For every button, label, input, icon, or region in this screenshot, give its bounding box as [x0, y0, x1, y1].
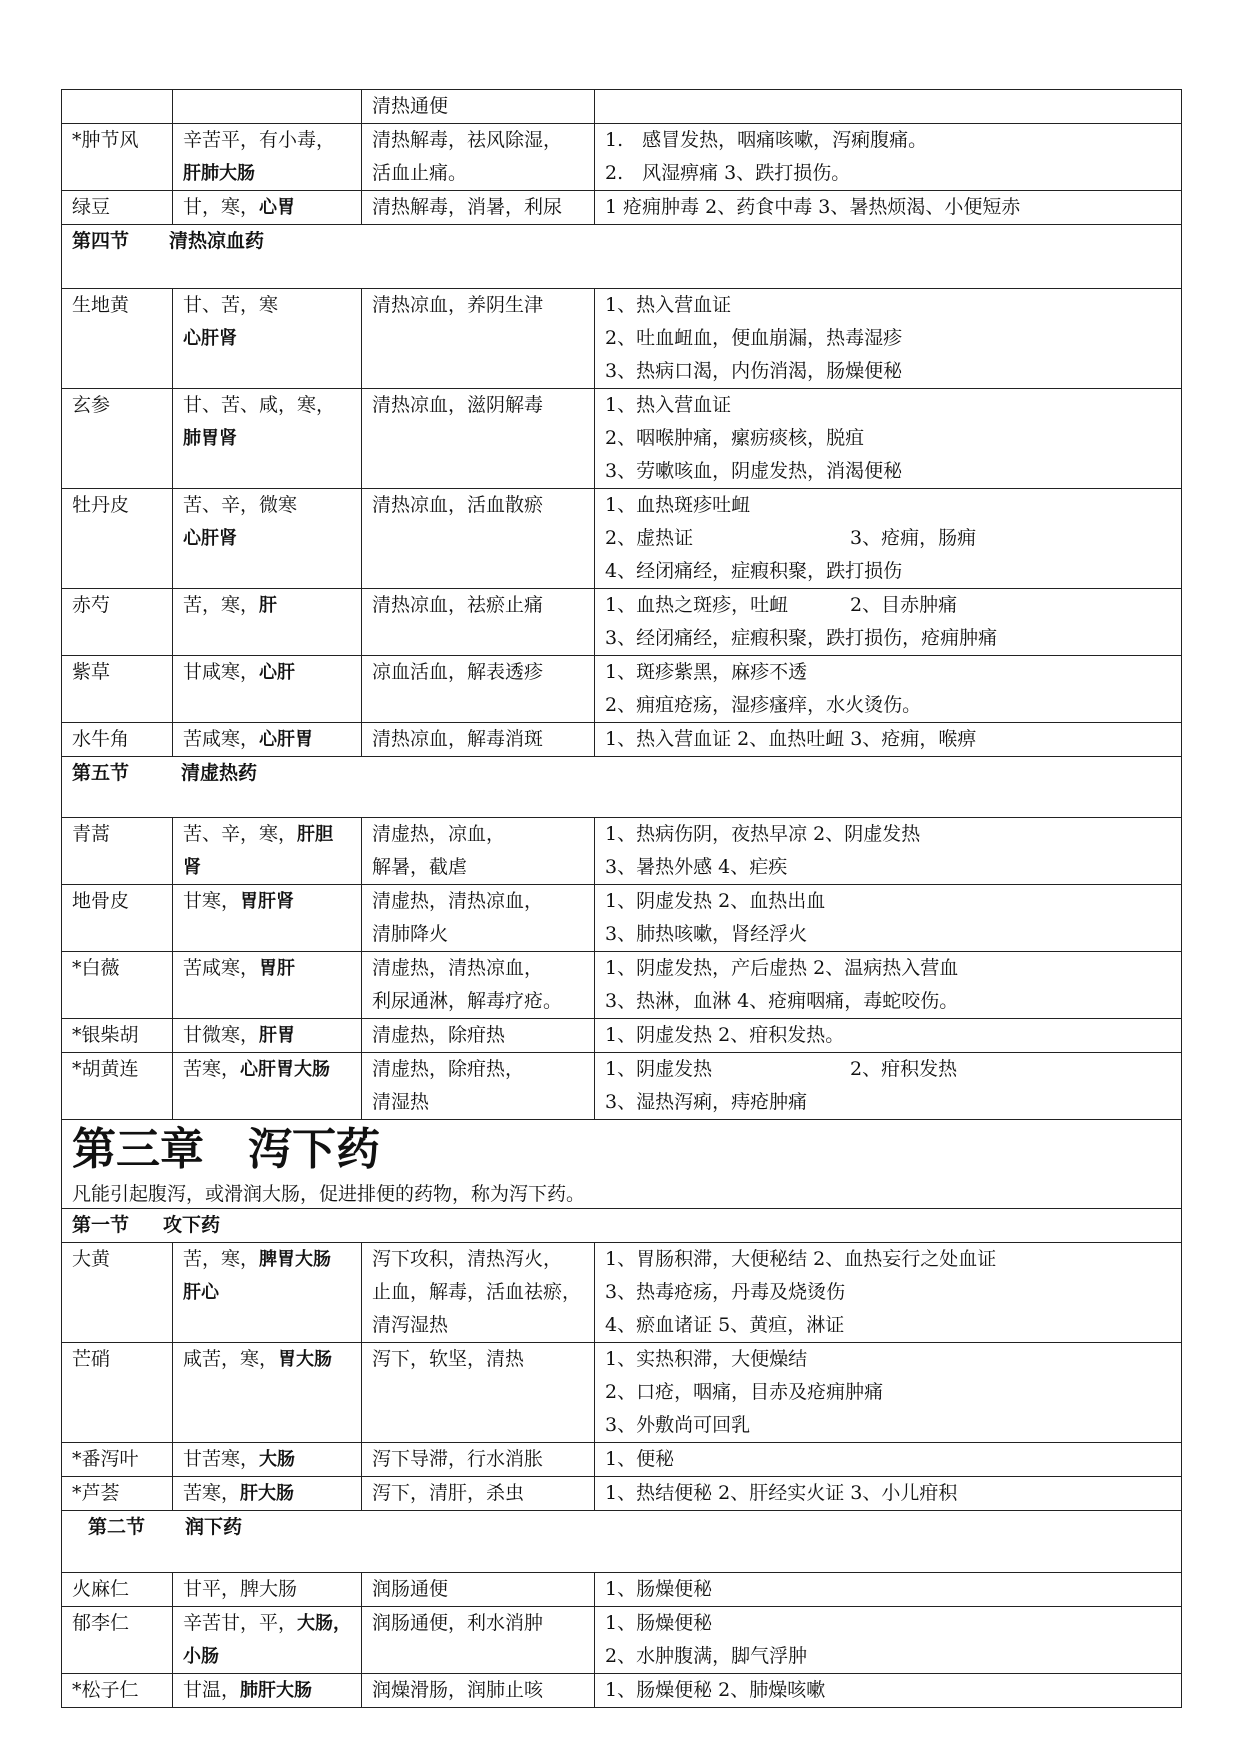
section-title: 攻下药 — [163, 1214, 221, 1236]
function-line: 利尿通淋，解毒疗疮。 — [372, 990, 563, 1012]
meridian-text: 肝胆 — [297, 824, 334, 845]
properties-line — [183, 389, 361, 422]
indication-item: 1、阴虚发热 — [605, 1058, 713, 1080]
meridian-text: 心肝肾 — [183, 328, 237, 349]
indication-line: 1、阴虚发热，产后虚热 2、温病热入营血 — [605, 957, 959, 979]
herb-function — [362, 885, 595, 952]
indication-line — [605, 1053, 1181, 1086]
properties-line — [183, 422, 361, 455]
herb-indications — [595, 1607, 1182, 1674]
table-row — [62, 90, 1182, 124]
indication-line: 4、经闭痛经，症瘕积聚，跌打损伤 — [605, 560, 903, 582]
subsection-1-header — [62, 1209, 1182, 1243]
function-line: 泻下，软坚，清热 — [372, 1348, 525, 1370]
indication-line: 1、肠燥便秘 — [605, 1612, 713, 1634]
meridian-text: 心肝 — [259, 662, 296, 683]
meridian-text: 肺胃肾 — [183, 428, 237, 449]
indication-line: 1、阴虚发热 2、血热出血 — [605, 890, 826, 912]
property-text: 苦、辛，微寒 — [183, 494, 298, 516]
herb-name: *芦荟 — [62, 1477, 173, 1511]
function-line: 清虚热，除疳热， — [372, 1058, 525, 1080]
indication-line: 3、经闭痛经，症瘕积聚，跌打损伤，疮痈肿痛 — [605, 627, 998, 649]
function-line: 凉血活血，解表透疹 — [372, 661, 544, 683]
indication-line: 1、肠燥便秘 2、肺燥咳嗽 — [605, 1679, 826, 1701]
herb-indications — [595, 723, 1182, 757]
indication-item: 2、虚热证 — [605, 527, 694, 549]
meridian-text: 肾 — [183, 857, 201, 878]
function-line: 清热凉血，养阴生津 — [372, 294, 544, 316]
herb-properties — [173, 1443, 362, 1477]
indication-line: 2、咽喉肿痛，瘰疬痰核，脱疽 — [605, 427, 865, 449]
herb-properties — [173, 656, 362, 723]
meridian-text: 胃肝 — [259, 958, 296, 979]
herb-name: *胡黄连 — [62, 1053, 173, 1120]
properties-line — [183, 522, 361, 555]
table-row — [62, 1443, 1182, 1477]
herb-function — [362, 1019, 595, 1053]
property-text: 甘微寒， — [183, 1024, 260, 1046]
herb-function — [362, 1674, 595, 1708]
herb-properties — [173, 589, 362, 656]
property-text: 苦，寒， — [183, 594, 260, 616]
indication-line: 4、瘀血诸证 5、黄疸，淋证 — [605, 1314, 845, 1336]
property-text: 甘温， — [183, 1679, 241, 1701]
function-line: 清热通便 — [372, 95, 449, 117]
properties-line — [183, 1443, 361, 1476]
indication-line: 1、热入营血证 2、血热吐衄 3、疮痈，喉痹 — [605, 728, 977, 750]
indication-line: 1、实热积滞，大便燥结 — [605, 1348, 808, 1370]
indication-line: 2、口疮，咽痛，目赤及疮痈肿痛 — [605, 1381, 884, 1403]
indication-line: 2. 风湿痹痛 3、跌打损伤。 — [605, 162, 851, 184]
herb-indications — [595, 389, 1182, 489]
meridian-text: 小肠 — [183, 1646, 219, 1667]
herb-indications — [595, 1243, 1182, 1343]
table-row — [62, 1053, 1182, 1120]
properties-line — [183, 124, 361, 157]
herb-name: 绿豆 — [62, 191, 173, 225]
properties-line — [183, 1573, 361, 1606]
herb-name: 火麻仁 — [62, 1573, 173, 1607]
property-text: 咸苦，寒， — [183, 1348, 279, 1370]
meridian-text: 心肝肾 — [183, 528, 237, 549]
function-line: 清虚热，凉血， — [372, 823, 506, 845]
table-row — [62, 885, 1182, 952]
indication-line: 1 疮痈肿毒 2、药食中毒 3、暑热烦渴、小便短赤 — [605, 196, 1021, 218]
table-row — [62, 1607, 1182, 1674]
function-line: 润肠通便 — [372, 1578, 449, 1600]
indication-line — [605, 522, 1181, 555]
meridian-text: 肝肺大肠 — [183, 163, 255, 184]
function-line: 清虚热，清热凉血， — [372, 890, 544, 912]
table-row — [62, 589, 1182, 656]
table-row — [62, 1343, 1182, 1443]
indication-line: 3、热毒疮疡，丹毒及烧烫伤 — [605, 1281, 846, 1303]
meridian-text: 肝心 — [183, 1282, 219, 1303]
function-line: 活血止痛。 — [372, 162, 468, 184]
indication-line: 1、便秘 — [605, 1448, 675, 1470]
herb-properties — [173, 818, 362, 885]
meridian-text: 胃肝肾 — [240, 891, 295, 912]
function-line: 泻下攻积，清热泻火， — [372, 1248, 563, 1270]
function-line: 清虚热，除疳热 — [372, 1024, 506, 1046]
herb-properties — [173, 1607, 362, 1674]
table-row — [62, 389, 1182, 489]
meridian-text: 肝大肠 — [240, 1483, 295, 1504]
properties-line — [183, 1607, 361, 1640]
herb-indications — [595, 1053, 1182, 1120]
herb-function — [362, 656, 595, 723]
herb-function — [362, 1343, 595, 1443]
herb-name: 青蒿 — [62, 818, 173, 885]
property-text: 甘，寒， — [183, 196, 260, 218]
function-line: 清热凉血，祛瘀止痛 — [372, 594, 544, 616]
herb-function — [362, 389, 595, 489]
properties-line — [183, 851, 361, 884]
property-text: 苦咸寒， — [183, 728, 260, 750]
indication-line: 3、湿热泻痢，痔疮肿痛 — [605, 1091, 808, 1113]
herb-indications — [595, 885, 1182, 952]
indication-line: 3、肺热咳嗽，肾经浮火 — [605, 923, 808, 945]
indication-item: 3、疮痈，肠痈 — [850, 527, 977, 549]
herb-name: 地骨皮 — [62, 885, 173, 952]
section-4-header — [62, 225, 1182, 289]
indication-item: 1、血热之斑疹，吐衄 — [605, 594, 789, 616]
herb-properties — [173, 1243, 362, 1343]
herb-name: 牡丹皮 — [62, 489, 173, 589]
herb-indications — [595, 589, 1182, 656]
table-row — [62, 191, 1182, 225]
table-row — [62, 1674, 1182, 1708]
table-row — [62, 289, 1182, 389]
properties-line — [183, 1343, 361, 1376]
properties-line — [183, 589, 361, 622]
chapter-3-header — [62, 1120, 1182, 1209]
herb-name: 生地黄 — [62, 289, 173, 389]
properties-line — [183, 1276, 361, 1309]
table-row — [62, 818, 1182, 885]
properties-line — [183, 1243, 361, 1276]
herb-properties — [173, 90, 362, 124]
properties-line — [183, 322, 361, 355]
meridian-text: 胃大肠 — [278, 1349, 333, 1370]
table-row — [62, 1019, 1182, 1053]
chapter-number: 第三章 — [72, 1124, 204, 1175]
properties-line — [183, 656, 361, 689]
herb-indications — [595, 1019, 1182, 1053]
table-row — [62, 124, 1182, 191]
herb-indications — [595, 124, 1182, 191]
properties-line — [183, 289, 361, 322]
herb-name: *白薇 — [62, 952, 173, 1019]
herb-table — [61, 89, 1182, 1708]
property-text: 甘、苦、咸，寒， — [183, 394, 336, 416]
property-text: 苦咸寒， — [183, 957, 260, 979]
indication-line: 1. 感冒发热，咽痛咳嗽，泻痢腹痛。 — [605, 129, 928, 151]
herb-indications — [595, 1343, 1182, 1443]
indication-line: 1、血热斑疹吐衄 — [605, 494, 751, 516]
section-title: 润下药 — [185, 1516, 243, 1538]
herb-properties — [173, 124, 362, 191]
meridian-text: 心肝胃 — [259, 729, 314, 750]
herb-indications — [595, 1674, 1182, 1708]
herb-name: *番泻叶 — [62, 1443, 173, 1477]
function-line: 止血，解毒，活血祛瘀， — [372, 1281, 582, 1303]
herb-name: 赤芍 — [62, 589, 173, 656]
table-row — [62, 1573, 1182, 1607]
function-line: 润燥滑肠，润肺止咳 — [372, 1679, 544, 1701]
indication-line: 3、热淋，血淋 4、疮痈咽痛，毒蛇咬伤。 — [605, 990, 959, 1012]
subsection-2-header — [62, 1511, 1182, 1573]
herb-name: *松子仁 — [62, 1674, 173, 1708]
chapter-description: 凡能引起腹泻，或滑润大肠，促进排便的药物，称为泻下药。 — [72, 1183, 586, 1205]
indication-line: 1、热入营血证 — [605, 294, 732, 316]
property-text: 辛苦甘，平， — [183, 1612, 298, 1634]
herb-properties — [173, 952, 362, 1019]
herb-name — [62, 90, 173, 124]
properties-line — [183, 885, 361, 918]
function-line: 清肺降火 — [372, 923, 449, 945]
section-number: 第四节 — [72, 230, 130, 252]
chapter-title: 泻下药 — [248, 1124, 380, 1175]
herb-properties — [173, 1477, 362, 1511]
herb-name: *银柴胡 — [62, 1019, 173, 1053]
herb-function — [362, 1477, 595, 1511]
indication-line: 1、热结便秘 2、肝经实火证 3、小儿疳积 — [605, 1482, 958, 1504]
herb-function — [362, 723, 595, 757]
function-line: 清湿热 — [372, 1091, 430, 1113]
table-row — [62, 489, 1182, 589]
indication-line: 3、劳嗽咳血，阴虚发热，消渴便秘 — [605, 460, 903, 482]
property-text: 甘、苦，寒 — [183, 294, 279, 316]
herb-function — [362, 1607, 595, 1674]
herb-indications — [595, 1573, 1182, 1607]
herb-function — [362, 818, 595, 885]
herb-properties — [173, 489, 362, 589]
herb-properties — [173, 191, 362, 225]
indication-line: 1、斑疹紫黑，麻疹不透 — [605, 661, 808, 683]
herb-properties — [173, 1019, 362, 1053]
properties-line — [183, 818, 361, 851]
indication-item: 2、疳积发热 — [850, 1058, 958, 1080]
indication-line: 2、水肿腹满，脚气浮肿 — [605, 1645, 808, 1667]
property-text: 甘苦寒， — [183, 1448, 260, 1470]
section-5-header — [62, 757, 1182, 818]
function-line: 清热凉血，活血散瘀 — [372, 494, 544, 516]
herb-function — [362, 952, 595, 1019]
meridian-text: 大肠 — [259, 1449, 296, 1470]
properties-line — [183, 157, 361, 190]
meridian-text: 大肠， — [297, 1613, 352, 1634]
herb-function — [362, 124, 595, 191]
herb-indications — [595, 952, 1182, 1019]
herb-name: 玄参 — [62, 389, 173, 489]
meridian-text: 肺肝大肠 — [240, 1680, 313, 1701]
herb-function — [362, 489, 595, 589]
herb-indications — [595, 1443, 1182, 1477]
table-row — [62, 1243, 1182, 1343]
properties-line — [183, 952, 361, 985]
herb-name: *肿节风 — [62, 124, 173, 191]
properties-line — [183, 1019, 361, 1052]
herb-indications — [595, 289, 1182, 389]
meridian-text: 脾胃大肠 — [259, 1249, 332, 1270]
section-title: 清虚热药 — [181, 762, 258, 784]
indication-line — [605, 589, 1181, 622]
indication-line: 2、痈疽疮疡，湿疹瘙痒，水火烫伤。 — [605, 694, 922, 716]
properties-line — [183, 191, 361, 224]
herb-indications — [595, 489, 1182, 589]
herb-function — [362, 1443, 595, 1477]
herb-function — [362, 1243, 595, 1343]
property-text: 苦、辛，寒， — [183, 823, 298, 845]
herb-name: 大黄 — [62, 1243, 173, 1343]
property-text: 甘寒， — [183, 890, 241, 912]
table-row — [62, 656, 1182, 723]
meridian-text: 心肝胃大肠 — [240, 1059, 331, 1080]
section-title: 清热凉血药 — [169, 230, 265, 252]
function-line: 清热解毒，祛风除湿， — [372, 129, 563, 151]
properties-line — [183, 1674, 361, 1707]
section-number: 第五节 — [72, 762, 130, 784]
indication-line: 1、阴虚发热 2、疳积发热。 — [605, 1024, 845, 1046]
indication-line: 2、吐血衄血，便血崩漏，热毒湿疹 — [605, 327, 903, 349]
herb-properties — [173, 885, 362, 952]
indication-line: 1、胃肠积滞，大便秘结 2、血热妄行之处血证 — [605, 1248, 997, 1270]
function-line: 清泻湿热 — [372, 1314, 449, 1336]
herb-properties — [173, 389, 362, 489]
property-text: 苦寒， — [183, 1482, 241, 1504]
section-number: 第一节 — [72, 1214, 130, 1236]
properties-line — [183, 489, 361, 522]
herb-indications — [595, 1477, 1182, 1511]
property-text: 甘平，脾大肠 — [183, 1578, 298, 1600]
function-line: 清热凉血，滋阴解毒 — [372, 394, 544, 416]
herb-indications — [595, 818, 1182, 885]
properties-line — [183, 1640, 361, 1673]
properties-line — [183, 723, 361, 756]
herb-indications — [595, 656, 1182, 723]
herb-function — [362, 1053, 595, 1120]
herb-name: 芒硝 — [62, 1343, 173, 1443]
property-text: 甘咸寒， — [183, 661, 260, 683]
indication-line: 1、热入营血证 — [605, 394, 732, 416]
indication-line: 3、暑热外感 4、疟疾 — [605, 856, 788, 878]
indication-line: 1、肠燥便秘 — [605, 1578, 713, 1600]
table-row — [62, 1477, 1182, 1511]
function-line: 解暑，截虐 — [372, 856, 468, 878]
herb-name: 紫草 — [62, 656, 173, 723]
meridian-text: 肝 — [259, 595, 278, 616]
herb-properties — [173, 289, 362, 389]
herb-name: 水牛角 — [62, 723, 173, 757]
indication-line: 3、热病口渴，内伤消渴，肠燥便秘 — [605, 360, 903, 382]
indication-line: 1、热病伤阴，夜热早凉 2、阴虚发热 — [605, 823, 921, 845]
herb-properties — [173, 723, 362, 757]
function-line: 清虚热，清热凉血， — [372, 957, 544, 979]
property-text: 苦寒， — [183, 1058, 241, 1080]
table-row — [62, 952, 1182, 1019]
herb-function — [362, 90, 595, 124]
herb-properties — [173, 1053, 362, 1120]
function-line: 润肠通便，利水消肿 — [372, 1612, 544, 1634]
herb-indications — [595, 191, 1182, 225]
herb-function — [362, 289, 595, 389]
property-text: 辛苦平，有小毒， — [183, 129, 336, 151]
herb-function — [362, 191, 595, 225]
herb-function — [362, 1573, 595, 1607]
meridian-text: 心胃 — [259, 197, 296, 218]
herb-properties — [173, 1573, 362, 1607]
herb-table-document — [61, 89, 1181, 1708]
function-line: 泻下，清肝，杀虫 — [372, 1482, 525, 1504]
indication-item: 2、目赤肿痛 — [850, 594, 958, 616]
indication-line: 3、外敷尚可回乳 — [605, 1414, 751, 1436]
herb-indications — [595, 90, 1182, 124]
property-text: 苦，寒， — [183, 1248, 260, 1270]
properties-line — [183, 1053, 361, 1086]
section-number: 第二节 — [88, 1516, 146, 1538]
table-row — [62, 723, 1182, 757]
herb-properties — [173, 1343, 362, 1443]
function-line: 泻下导滞，行水消胀 — [372, 1448, 544, 1470]
function-line: 清热凉血，解毒消斑 — [372, 728, 544, 750]
herb-properties — [173, 1674, 362, 1708]
function-line: 清热解毒，消暑，利尿 — [372, 196, 563, 218]
herb-function — [362, 589, 595, 656]
properties-line — [183, 1477, 361, 1510]
herb-name: 郁李仁 — [62, 1607, 173, 1674]
meridian-text: 肝胃 — [259, 1025, 296, 1046]
